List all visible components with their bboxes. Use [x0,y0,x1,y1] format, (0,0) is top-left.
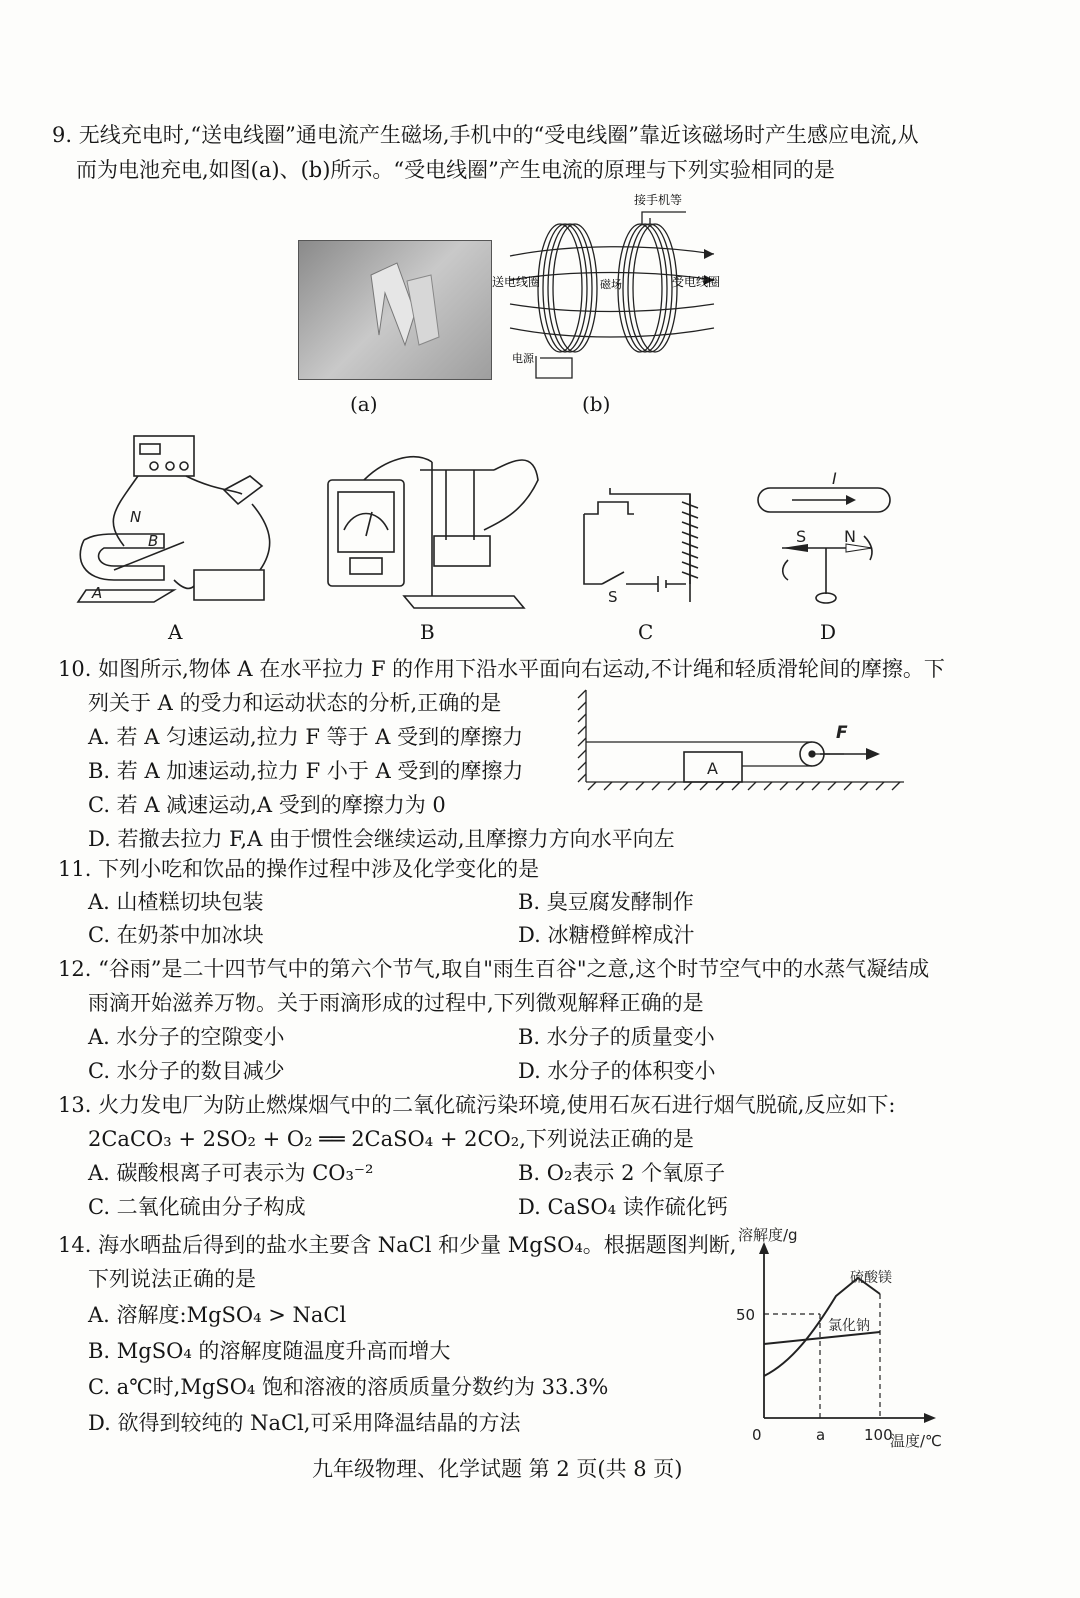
q9-label-power: 电源 [512,352,534,365]
q12-option-c: C. 水分子的数目减少 [88,1059,285,1083]
q9-option-a-label-b: B [148,532,159,550]
q14-stem-line2: 下列说法正确的是 [88,1267,256,1291]
q13-equation-line [88,1126,694,1152]
q11-option-a: A. 山楂糕切块包装 [88,890,264,914]
q13-equation: 2CaCO₃ + 2SO₂ + O₂ ══ 2CaSO₄ + 2CO₂ [88,1127,520,1151]
q10-block-label: A [707,759,718,778]
q9-option-d-label-s: S [796,527,807,546]
q14-chart-ylabel: 溶解度/g [738,1226,798,1244]
q11-option-d: D. 冰糖橙鲜榨成汁 [518,923,695,947]
q14-chart-tick-100: 100 [864,1426,893,1444]
page-footer: 九年级物理、化学试题 第 2 页(共 8 页) [312,1457,683,1481]
q9-option-a-figure [74,430,294,614]
q9-option-b-label: B [420,620,435,644]
q9-figure-a-photo [298,240,492,380]
q9-label-phone: 接手机等 [634,193,683,207]
q9-option-d-label-i: I [832,472,837,488]
q10-option-c: C. 若 A 减速运动,A 受到的摩擦力为 0 [88,793,446,817]
q10-option-a: A. 若 A 匀速运动,拉力 F 等于 A 受到的摩擦力 [88,725,524,749]
q12-stem-line2: 雨滴开始滋养万物。关于雨滴形成的过程中,下列微观解释正确的是 [88,991,704,1015]
q10-option-b: B. 若 A 加速运动,拉力 F 小于 A 受到的摩擦力 [88,759,524,783]
q14-chart-tick-a: a [816,1426,826,1444]
q14-chart-label-mgso4: 硫酸镁 [850,1270,892,1286]
q9-figure-b-coils [490,188,730,384]
q14-option-c: C. a℃时,MgSO₄ 饱和溶液的溶质质量分数约为 33.3% [88,1375,609,1399]
q11-option-b: B. 臭豆腐发酵制作 [518,890,694,914]
q9-label-receive-coil: 受电线圈 [672,275,721,289]
q13-option-b: B. O₂表示 2 个氧原子 [518,1161,726,1185]
q12-option-b: B. 水分子的质量变小 [518,1025,715,1049]
q14-option-d: D. 欲得到较纯的 NaCl,可采用降温结晶的方法 [88,1411,521,1435]
q11-stem: 11. 下列小吃和饮品的操作过程中涉及化学变化的是 [58,857,540,881]
q9-stem-line2: 而为电池充电,如图(a)、(b)所示。“受电线圈”产生电流的原理与下列实验相同的是 [76,158,835,182]
q14-chart-tick-50: 50 [736,1306,756,1324]
q13-stem-line1: 13. 火力发电厂为防止燃煤烟气中的二氧化硫污染环境,使用石灰石进行烟气脱硫,反应如下: [58,1093,896,1117]
q13-stem-tail: ,下列说法正确的是 [519,1127,694,1151]
q9-option-b-figure [324,440,554,614]
q13-option-d: D. CaSO₄ 读作硫化钙 [518,1195,728,1219]
q9-option-c-figure [578,484,718,614]
q9-figure-a-caption: (a) [350,392,378,416]
q10-force-label: F [836,723,848,743]
q12-option-d: D. 水分子的体积变小 [518,1059,716,1083]
q14-chart-xlabel: 温度/℃ [890,1432,942,1450]
q14-option-b: B. MgSO₄ 的溶解度随温度升高而增大 [88,1339,451,1363]
q9-option-d-figure [752,472,902,614]
q14-option-a: A. 溶解度:MgSO₄ > NaCl [88,1303,347,1327]
q12-stem-line1: 12. “谷雨”是二十四节气中的第六个节气,取自"雨生百谷"之意,这个时节空气中的水蒸气凝结成 [58,957,930,981]
q9-label-send-coil: 送电线圈 [492,275,541,289]
q9-label-field: 磁场 [600,278,622,291]
q10-stem-line1: 10. 如图所示,物体 A 在水平拉力 F 的作用下沿水平面向右运动,不计绳和轻质滑轮间的摩擦。下 [58,657,945,681]
q13-option-a: A. 碳酸根离子可表示为 CO₃⁻² [88,1161,374,1185]
q9-option-d-label-n: N [844,527,856,546]
q11-option-c: C. 在奶茶中加冰块 [88,923,264,947]
q9-option-a-label-n: N [130,508,142,526]
q9-option-a-label-a: A [92,584,103,602]
q9-option-c-label-s: S [608,588,618,606]
q14-solubility-chart [732,1222,962,1454]
q9-figure-b-caption: (b) [582,392,611,416]
q10-pulley-figure [574,686,908,796]
q14-chart-tick-0: 0 [752,1426,762,1444]
q10-option-d: D. 若撤去拉力 F,A 由于惯性会继续运动,且摩擦力方向水平向左 [88,827,675,851]
q10-stem-line2: 列关于 A 的受力和运动状态的分析,正确的是 [88,691,502,715]
q14-chart-label-nacl: 氯化钠 [828,1318,870,1334]
q9-option-a-label: A [168,620,183,644]
q14-stem-line1: 14. 海水晒盐后得到的盐水主要含 NaCl 和少量 MgSO₄。根据题图判断, [58,1233,737,1257]
q13-option-c: C. 二氧化硫由分子构成 [88,1195,306,1219]
q12-option-a: A. 水分子的空隙变小 [88,1025,285,1049]
q9-stem-line1: 9. 无线充电时,“送电线圈”通电流产生磁场,手机中的“受电线圈”靠近该磁场时产生感应电流,从 [52,123,919,147]
q9-option-c-label: C [638,620,654,644]
q9-option-d-label: D [820,620,837,644]
